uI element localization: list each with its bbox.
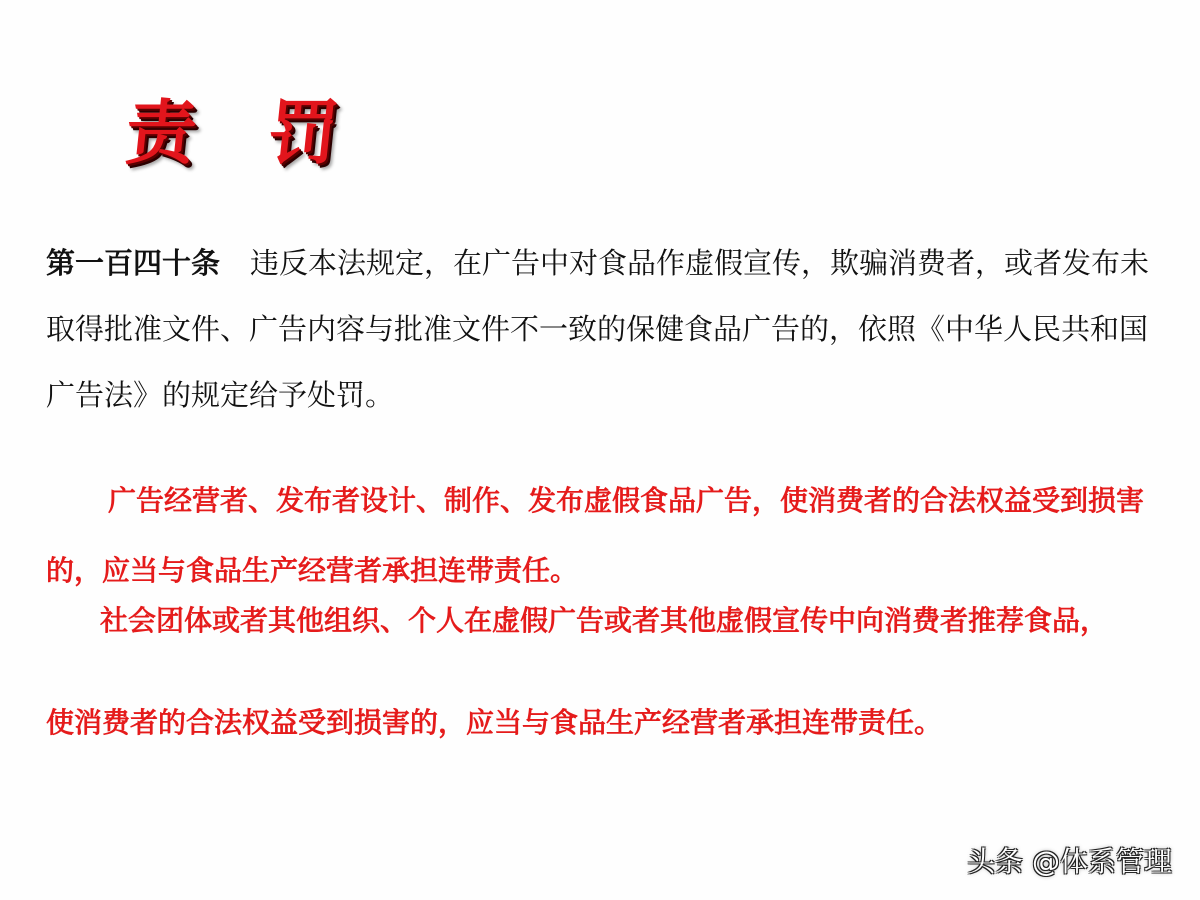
- article-number: 第一百四十条: [46, 246, 221, 280]
- source-watermark: 头条 @体系管理: [967, 845, 1172, 878]
- liability-paragraph-continuation: 使消费者的合法权益受到损害的，应当与食品生产经营者承担连带责任。: [46, 706, 943, 739]
- slide-title: 责 罚: [121, 91, 367, 174]
- liability-paragraph-advertisers: 广告经营者、发布者设计、制作、发布虚假食品广告，使消费者的合法权益受到损害的，应当与食品生产经营者承担连带责任。: [46, 484, 1145, 587]
- article-paragraph: [46, 230, 1166, 428]
- article-text: 违反本法规定，在广告中对食品作虚假宣传，欺骗消费者，或者发布未取得批准文件、广告内容与批准文件不一致的保健食品广告的，依照《中华人民共和国广告法》的规定给予处罚。: [46, 246, 1150, 412]
- liability-paragraph-organizations: 社会团体或者其他组织、个人在虚假广告或者其他虚假宣传中向消费者推荐食品，: [100, 604, 1109, 637]
